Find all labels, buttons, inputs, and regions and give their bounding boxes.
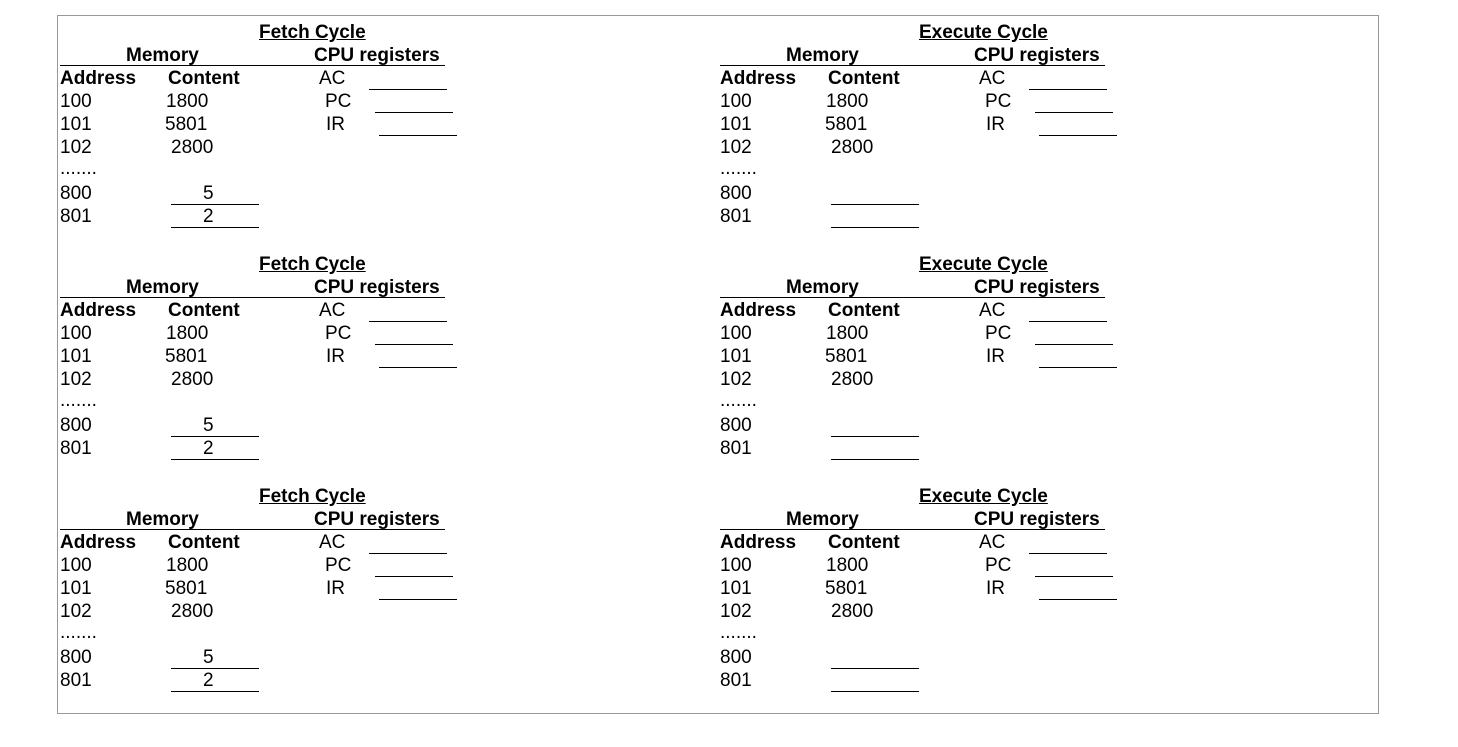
value-800: 5 xyxy=(203,647,214,668)
cycle-panel xyxy=(57,250,617,480)
register-ac-blank xyxy=(369,89,447,90)
blank-line-801 xyxy=(171,691,259,692)
cycle-title: Fetch Cycle xyxy=(259,486,366,507)
content-cell: 1800 xyxy=(826,555,869,576)
register-ac-label: AC xyxy=(319,300,346,321)
ellipsis: ....... xyxy=(60,158,97,179)
blank-line-800 xyxy=(831,668,919,669)
register-ir-blank xyxy=(1039,367,1117,368)
register-pc-blank xyxy=(375,344,453,345)
blank-line-800 xyxy=(171,668,259,669)
register-pc-blank xyxy=(1035,112,1113,113)
register-ac-label: AC xyxy=(979,532,1006,553)
register-pc-blank xyxy=(375,576,453,577)
address-cell: 102 xyxy=(60,369,92,390)
content-cell: 5801 xyxy=(825,114,868,135)
register-ac-label: AC xyxy=(319,68,346,89)
address-header: Address xyxy=(720,68,797,89)
address-cell: 102 xyxy=(720,369,752,390)
register-ir-label: IR xyxy=(986,114,1005,135)
register-ir-blank xyxy=(1039,135,1117,136)
content-header: Content xyxy=(828,68,900,89)
memory-label: Memory xyxy=(786,277,859,298)
ellipsis: ....... xyxy=(60,622,97,643)
content-cell: 5801 xyxy=(165,114,208,135)
address-cell: 101 xyxy=(720,578,752,599)
value-800: 5 xyxy=(203,415,214,436)
register-ac-blank xyxy=(1029,89,1107,90)
address-800: 800 xyxy=(720,415,752,436)
address-cell: 101 xyxy=(720,346,752,367)
address-cell: 101 xyxy=(60,578,92,599)
cpu-registers-label: CPU registers xyxy=(974,45,1100,66)
content-cell: 1800 xyxy=(826,323,869,344)
blank-line-801 xyxy=(831,459,919,460)
address-header: Address xyxy=(60,300,137,321)
address-cell: 100 xyxy=(720,323,752,344)
address-cell: 102 xyxy=(720,601,752,622)
cpu-registers-label: CPU registers xyxy=(314,45,440,66)
register-ac-blank xyxy=(369,321,447,322)
cycle-title: Execute Cycle xyxy=(919,22,1048,43)
cycle-title: Execute Cycle xyxy=(919,254,1048,275)
blank-line-800 xyxy=(171,436,259,437)
address-cell: 101 xyxy=(60,114,92,135)
blank-line-800 xyxy=(171,204,259,205)
ellipsis: ....... xyxy=(720,622,757,643)
address-cell: 102 xyxy=(60,601,92,622)
address-800: 800 xyxy=(60,647,92,668)
content-cell: 1800 xyxy=(166,555,209,576)
content-cell: 2800 xyxy=(831,601,874,622)
register-ir-label: IR xyxy=(326,346,345,367)
content-header: Content xyxy=(168,532,240,553)
register-ac-label: AC xyxy=(979,68,1006,89)
cpu-registers-label: CPU registers xyxy=(974,509,1100,530)
address-cell: 100 xyxy=(60,91,92,112)
register-ir-blank xyxy=(379,135,457,136)
address-header: Address xyxy=(720,300,797,321)
cycle-panel xyxy=(717,250,1277,480)
address-cell: 102 xyxy=(720,137,752,158)
memory-label: Memory xyxy=(126,45,199,66)
address-header: Address xyxy=(60,532,137,553)
register-ac-blank xyxy=(369,553,447,554)
blank-line-801 xyxy=(831,691,919,692)
address-cell: 100 xyxy=(60,555,92,576)
address-header: Address xyxy=(720,532,797,553)
address-801: 801 xyxy=(60,670,92,691)
address-801: 801 xyxy=(720,670,752,691)
register-ir-label: IR xyxy=(986,578,1005,599)
register-ir-blank xyxy=(379,599,457,600)
register-ac-label: AC xyxy=(979,300,1006,321)
address-800: 800 xyxy=(720,647,752,668)
address-801: 801 xyxy=(60,438,92,459)
address-header: Address xyxy=(60,68,137,89)
content-cell: 2800 xyxy=(171,137,214,158)
content-cell: 5801 xyxy=(165,346,208,367)
register-ir-label: IR xyxy=(986,346,1005,367)
content-header: Content xyxy=(168,68,240,89)
cpu-registers-label: CPU registers xyxy=(974,277,1100,298)
address-cell: 100 xyxy=(720,555,752,576)
memory-label: Memory xyxy=(786,509,859,530)
content-cell: 1800 xyxy=(826,91,869,112)
register-ir-blank xyxy=(379,367,457,368)
cycle-panel xyxy=(57,18,617,248)
register-pc-label: PC xyxy=(985,91,1012,112)
memory-label: Memory xyxy=(786,45,859,66)
cpu-registers-label: CPU registers xyxy=(314,277,440,298)
register-ac-blank xyxy=(1029,321,1107,322)
cpu-registers-label: CPU registers xyxy=(314,509,440,530)
cycle-title: Fetch Cycle xyxy=(259,254,366,275)
value-801: 2 xyxy=(203,438,214,459)
cycle-title: Fetch Cycle xyxy=(259,22,366,43)
content-header: Content xyxy=(168,300,240,321)
cycle-panel xyxy=(717,18,1277,248)
address-800: 800 xyxy=(720,183,752,204)
content-header: Content xyxy=(828,300,900,321)
content-cell: 5801 xyxy=(825,346,868,367)
memory-label: Memory xyxy=(126,277,199,298)
content-cell: 2800 xyxy=(171,601,214,622)
content-cell: 1800 xyxy=(166,323,209,344)
cycle-panel xyxy=(57,482,617,712)
blank-line-801 xyxy=(171,459,259,460)
value-801: 2 xyxy=(203,206,214,227)
register-pc-label: PC xyxy=(325,91,352,112)
content-cell: 2800 xyxy=(831,369,874,390)
content-cell: 2800 xyxy=(171,369,214,390)
address-801: 801 xyxy=(720,206,752,227)
content-header: Content xyxy=(828,532,900,553)
register-pc-label: PC xyxy=(325,555,352,576)
ellipsis: ....... xyxy=(60,390,97,411)
cycle-title: Execute Cycle xyxy=(919,486,1048,507)
address-800: 800 xyxy=(60,183,92,204)
register-pc-label: PC xyxy=(985,323,1012,344)
register-pc-label: PC xyxy=(325,323,352,344)
address-801: 801 xyxy=(60,206,92,227)
register-pc-blank xyxy=(1035,576,1113,577)
address-800: 800 xyxy=(60,415,92,436)
register-ac-blank xyxy=(1029,553,1107,554)
register-ac-label: AC xyxy=(319,532,346,553)
register-ir-blank xyxy=(1039,599,1117,600)
register-pc-blank xyxy=(1035,344,1113,345)
memory-label: Memory xyxy=(126,509,199,530)
blank-line-801 xyxy=(831,227,919,228)
blank-line-800 xyxy=(831,436,919,437)
register-pc-blank xyxy=(375,112,453,113)
ellipsis: ....... xyxy=(720,390,757,411)
content-cell: 1800 xyxy=(166,91,209,112)
content-cell: 5801 xyxy=(825,578,868,599)
value-801: 2 xyxy=(203,670,214,691)
cycle-panel xyxy=(717,482,1277,712)
address-cell: 101 xyxy=(720,114,752,135)
content-cell: 5801 xyxy=(165,578,208,599)
value-800: 5 xyxy=(203,183,214,204)
register-ir-label: IR xyxy=(326,578,345,599)
address-cell: 100 xyxy=(720,91,752,112)
blank-line-801 xyxy=(171,227,259,228)
address-cell: 101 xyxy=(60,346,92,367)
content-cell: 2800 xyxy=(831,137,874,158)
ellipsis: ....... xyxy=(720,158,757,179)
register-pc-label: PC xyxy=(985,555,1012,576)
blank-line-800 xyxy=(831,204,919,205)
register-ir-label: IR xyxy=(326,114,345,135)
address-cell: 102 xyxy=(60,137,92,158)
address-cell: 100 xyxy=(60,323,92,344)
address-801: 801 xyxy=(720,438,752,459)
